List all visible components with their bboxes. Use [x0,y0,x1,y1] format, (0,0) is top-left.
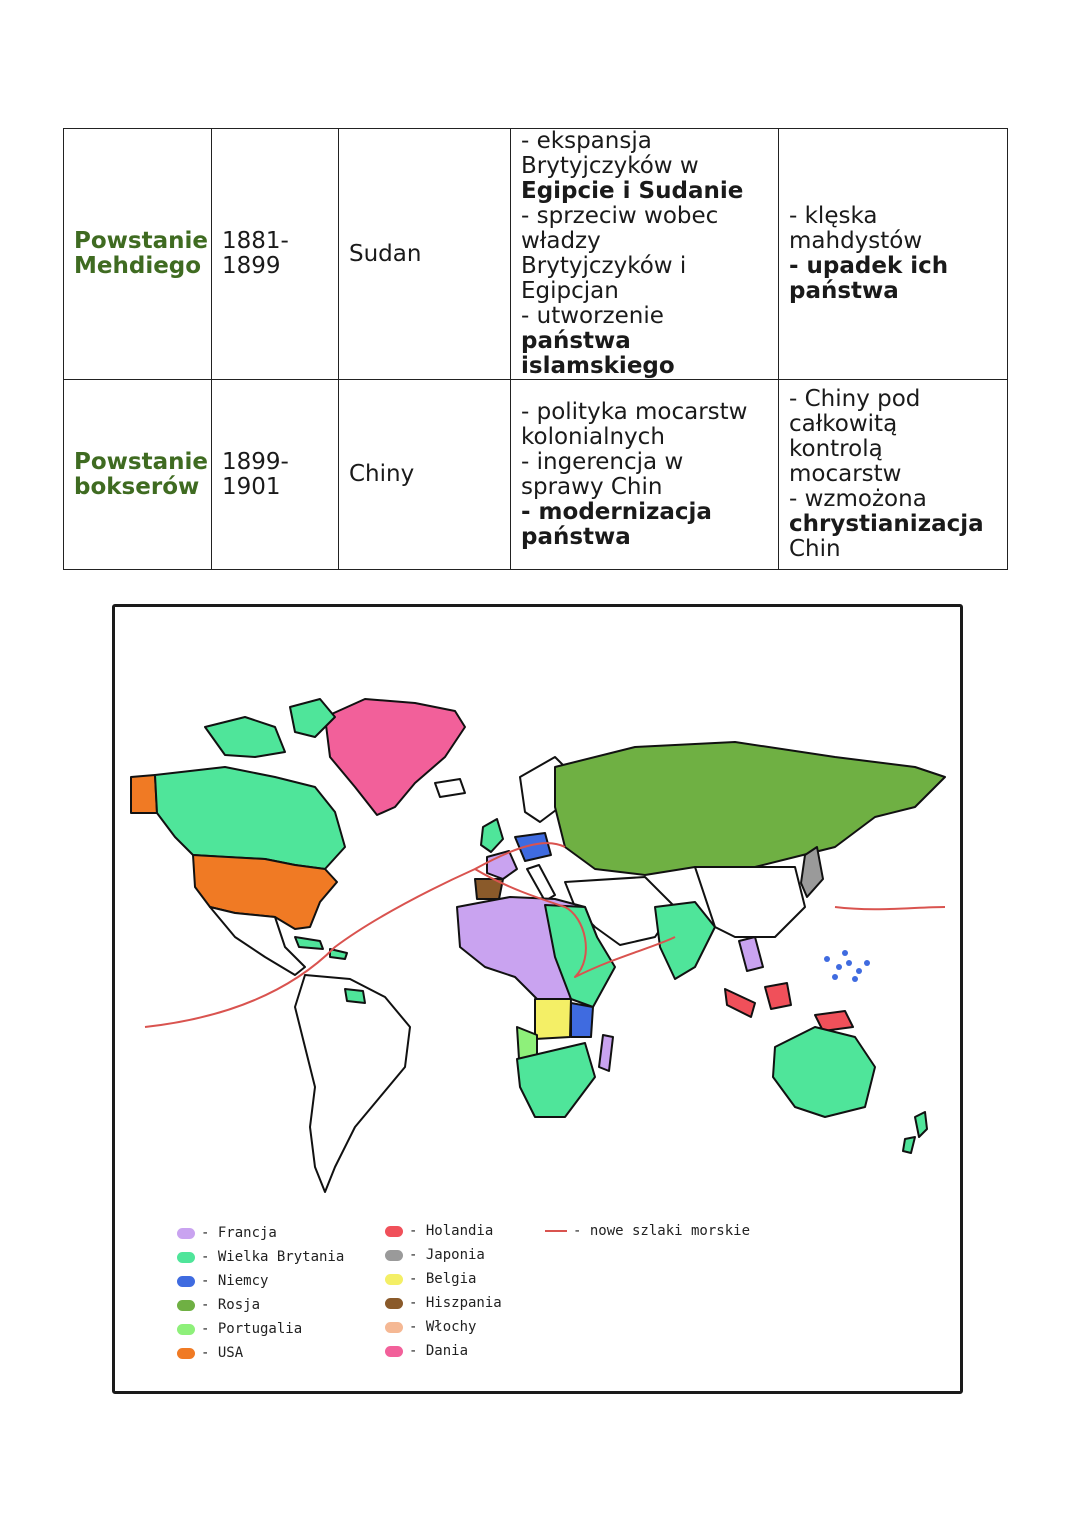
legend-label: - Francja [201,1225,277,1241]
legend-item [385,1295,502,1311]
india-region [655,902,715,979]
cell-line: islamskiego [521,353,675,379]
cell-line: kolonialnych [521,423,665,450]
cell-line: sprawy Chin [521,473,663,500]
uprisings-table [63,128,1008,570]
legend-item [385,1343,468,1359]
legend-swatch [385,1226,403,1237]
cell-line: Egipcjan [521,278,619,304]
cell-line: chrystianizacja [789,511,984,537]
causes-cell [511,129,779,380]
madagascar-region [599,1035,613,1071]
legend-item [385,1319,476,1335]
table-row [64,129,1008,380]
cell-line: państwa [521,523,631,550]
legend-label: - Wielka Brytania [201,1249,345,1265]
event-cell: Powstanie bokserów [64,380,212,570]
legend-label: - Holandia [409,1223,494,1239]
place-cell: Chiny [339,380,511,570]
legend-label: - USA [201,1345,244,1361]
cell-line: państwa [521,328,631,354]
cell-line: - wzmożona [789,486,927,512]
legend-label: - Portugalia [201,1321,303,1337]
causes-cell [511,380,779,570]
legend-label: - Rosja [201,1297,261,1313]
legend-item [385,1271,476,1287]
cell-line: państwa [789,278,899,304]
effects-cell [779,129,1008,380]
cell-line: - upadek ich [789,253,949,279]
legend-label: - Belgia [409,1271,477,1287]
cell-line: - modernizacja [521,498,712,525]
colonial-map-frame [112,604,963,1394]
years-cell: 1899- 1901 [212,380,339,570]
cell-line: - ingerencja w [521,448,684,475]
cell-line: - polityka mocarstw [521,398,748,425]
legend-item [177,1297,260,1313]
legend-swatch [177,1276,195,1287]
pacific-islands [824,950,870,982]
legend-swatch [177,1348,195,1359]
uk-region [481,819,503,852]
legend-label: - Włochy [409,1319,477,1335]
place-cell: Sudan [339,129,511,380]
legend-swatch [177,1228,195,1239]
alaska-region [131,775,157,813]
legend-item [177,1249,344,1265]
legend-swatch [385,1250,403,1261]
legend-swatch [177,1324,195,1335]
legend-label: - Niemcy [201,1273,269,1289]
legend-label: - Japonia [409,1247,485,1263]
legend-item [385,1223,493,1239]
table-row [64,380,1008,570]
germany-region [515,833,551,861]
legend-item [177,1345,243,1361]
canada-region [155,767,345,869]
new-zealand-region [915,1112,927,1137]
legend-route-label: - nowe szlaki morskie [573,1223,751,1239]
africa-germany-east [571,1003,593,1037]
effects-cell [779,380,1008,570]
cell-line: Chin [789,536,841,562]
legend-item [177,1273,268,1289]
legend-item [177,1225,277,1241]
legend-label: - Hiszpania [409,1295,502,1311]
legend-route [545,1223,750,1239]
legend-label: - Dania [409,1343,469,1359]
cell-line: - klęska [789,203,878,229]
legend-swatch [177,1300,195,1311]
legend-swatch [385,1346,403,1357]
cell-line: władzy [521,228,601,254]
legend-swatch [385,1298,403,1309]
legend-swatch [385,1322,403,1333]
cell-line: - sprzeciw wobec [521,203,719,229]
greenland-region [325,699,465,815]
legend-item [177,1321,302,1337]
cell-line: - ekspansja [521,128,652,154]
cell-line: mocarstw [789,461,902,487]
cell-line: mahdystów [789,228,923,254]
cell-line: kontrolą [789,436,883,462]
legend-swatch [385,1274,403,1285]
south-america-region [295,975,410,1192]
indochina-region [739,937,763,971]
russia-region [555,742,945,875]
event-cell: Powstanie Mehdiego [64,129,212,380]
cell-line: - Chiny pod [789,386,921,412]
japan-region [801,847,823,897]
indonesia-region [725,989,755,1017]
africa-congo-region [535,999,571,1039]
route-swatch [545,1230,567,1232]
australia-region [773,1027,875,1117]
cell-line: - utworzenie [521,303,664,329]
cell-line: Egipcie i Sudanie [521,178,744,204]
cell-line: Brytyjczyków i [521,253,687,279]
legend-item [385,1247,485,1263]
legend-swatch [177,1252,195,1263]
cell-line: Brytyjczyków w [521,153,699,179]
years-cell: 1881- 1899 [212,129,339,380]
arctic-islands [205,717,285,757]
cell-line: całkowitą [789,411,898,437]
